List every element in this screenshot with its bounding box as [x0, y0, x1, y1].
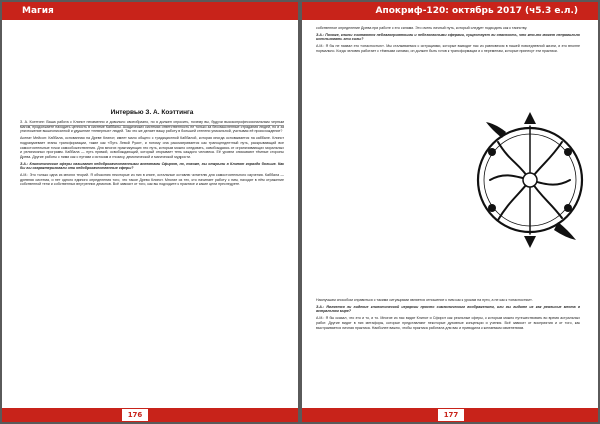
paragraph: А.М.: Я бы не назвал это «опасностью». Мы сталкиваемся с ситуациями, которые выводят нас из равновесия в нашей повседневной жизни, и это вполне нормально. Когда человек работает с тёмными силами, он должен быть готов к трансформации и к переменам, которые принесут эти практики. [316, 44, 580, 53]
paragraph: А.М.: Это только одна из многих теорий. Я объясняю некоторые из них в книге, остальные оставлю читателю для самостоятельного изучения. Каббала — древняя система, и нет одного единого определения того, что такое Древо Клипот. Многие из тех, кто начинает работу с ним, находят в нём отражение собственной тени и собственных внутренних демонов. Всё зависит от того, как вы подходите к практике и какие цели преследуете. [20, 173, 284, 187]
right-page [302, 2, 598, 422]
left-body-text [20, 120, 284, 402]
qliphoth-sigil-illustration [470, 102, 590, 262]
sigil-center [523, 173, 537, 187]
paragraph: А.М.: Я бы сказал, что это и то, и то. Многие из нас видят Клипот и Сфирот как реальные сферы, к которым можно путешествовать во время астральных работ. Другие видят в них метафоры, которые представляют некоторые духовные концепции и учения. Всё зависит от восприятия и от того, как выстраивается личная практика. Наиболее важно, чтобы практика работала для вас и приводила к желаемым изменениям. [316, 316, 580, 330]
left-footer [2, 408, 298, 422]
right-header [302, 2, 598, 20]
article-title: Интервью З. А. Коэттинга [110, 109, 194, 116]
right-page-number: 177 [438, 409, 464, 421]
paragraph-question: З.А.: Клипотические сферы называют недоброкачественными аспектами Сфирот, но, похоже, вы открыли в Клипот гораздо больше. Как бы вы охарактеризовали эти недоброкачественные сферы? [20, 161, 284, 171]
paragraph: собственное определение Древа при работе с его силами. Это очень личный путь, который следует подходить как к таинству. [316, 26, 528, 30]
paragraph-question: З.А.: Является ли видение клипотической иерархии просто символическим воображением, или вы видите их как реальные места в астральном мире? [316, 304, 580, 314]
left-header [2, 2, 298, 20]
paragraph: З. А. Коэттинг: Ваша работа с Клипот неизменно и довольно своеобразно, но я должен спросить, почему вы, будучи высокопрофессиональным черным магом, продолжаете находить ценность в системе Каббалы. Акадических системах ответственность не только за бессмысленные страдания людей, но и за уничтожение вышеописанной и удушение «неверных» людей. Так что же делает вашу работу в большей степени уникальной, учитывая её происхождение? [20, 120, 284, 134]
right-body-top [316, 26, 580, 106]
paragraph-question: З.А.: Похоже, клипы считаются неблагоприятными и небезопасными сферами, существует ли опасность, что кто-то может неправильно использовать эти силы? [316, 32, 580, 42]
paragraph: Наилучшим способом справиться с такими ситуациями является отношение к ним как к урокам на пути, а не как к «опасностям». [316, 298, 533, 302]
right-body-bottom [316, 298, 580, 402]
left-title-area [20, 26, 284, 130]
left-header-title: Магия [22, 6, 54, 16]
right-header-title: Апокриф-120: октябрь 2017 (ч5.3 е.л.) [375, 6, 578, 16]
left-page-number: 176 [122, 409, 148, 421]
left-page [2, 2, 298, 422]
paragraph: Асенат Мейсон: Каббала, основанная на Древе Клипот, имеет мало общего с традиционной Каббалой, которая иногда основывается на каббале. Клипот подразумевает этапы трансформации, такие как «Путь Левой Руки», и потому она рассматривается как трансцендентный путь, раскрывающий все самостоятельные точки самообожествления. Для многих практикующих это путь, которым можно следовать, освобождаясь от ограничивающих моральных и религиозных программ. Каббала — путь прямой, освобождающий, который открывает тень каждого человека. Её уровни описывают тёмные стороны Древа. Другие работы с ними как с путями к истокам и гнозису, демонической и магической мудрости. [20, 136, 284, 159]
